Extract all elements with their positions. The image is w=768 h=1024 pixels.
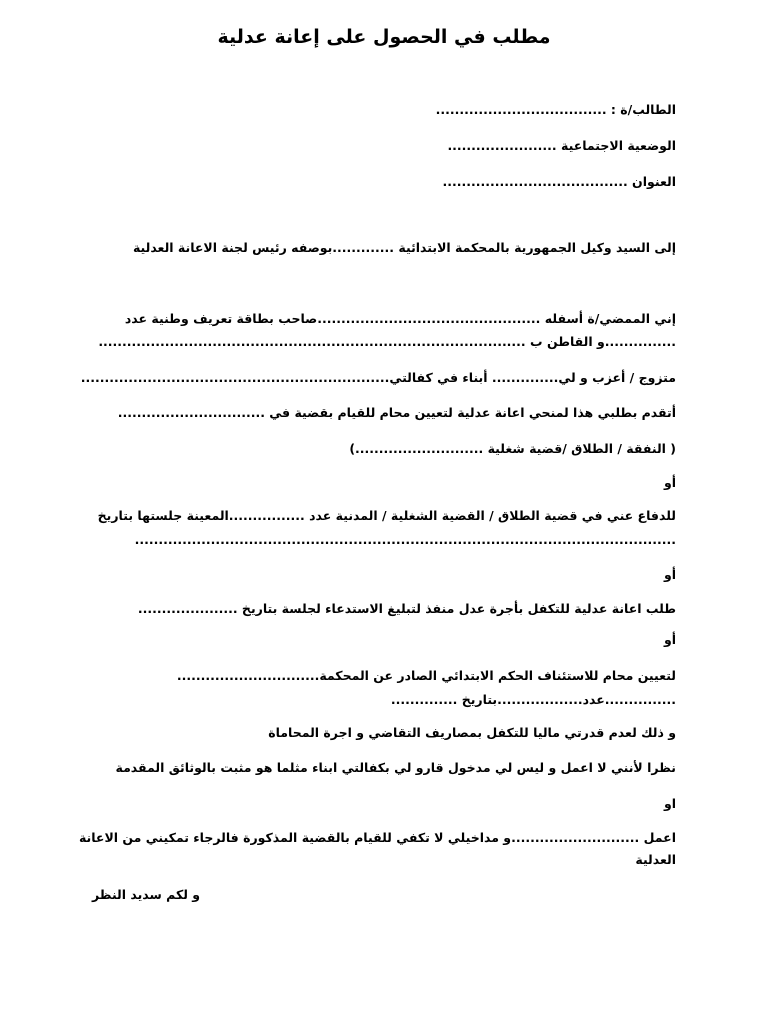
or-separator-2: أو xyxy=(663,567,676,582)
no-income-line: نظرا لأنني لا اعمل و ليس لي مدخول قارو لي بكفالتي ابناء مثلما هو مثبت بالوثائق المقدمة xyxy=(115,760,676,775)
address-line: العنوان ....................................... xyxy=(442,174,676,189)
applicant-line: الطالب/ة : .................................... xyxy=(435,102,676,117)
appeal-line-2: ...............عدد..................بتاريخ .............. xyxy=(390,692,676,707)
bailiff-line: طلب اعانة عدلية للتكفل بأجرة عدل منفذ لتبليغ الاستدعاء لجلسة بتاريخ ..................... xyxy=(137,601,676,616)
social-status-line: الوضعية الاجتماعية ....................... xyxy=(447,138,676,153)
document-title: مطلب في الحصول على إعانة عدلية xyxy=(217,26,551,48)
signatory-line-2: ...............و القاطن ب .......................................................................................... xyxy=(98,334,676,349)
inability-line: و ذلك لعدم قدرتي ماليا للتكفل بمصاريف التقاضي و اجرة المحاماة xyxy=(268,725,676,740)
case-types-line: ( النفقة / الطلاق /قضية شغلية ...........................) xyxy=(349,441,676,456)
request-line: أتقدم بطلبي هذا لمنحي اعانة عدلية لتعيين محام للقيام بقضية في ............................... xyxy=(117,405,676,420)
or-separator-1: أو xyxy=(663,475,676,490)
appeal-line-1: لتعيين محام للاستئناف الحكم الابتدائي الصادر عن المحكمة.............................. xyxy=(176,668,676,683)
defense-line-1: للدفاع عني في قضية الطلاق / القضية الشغلية / المدنية عدد ................المعينة جلستها بتاريخ xyxy=(97,508,676,523)
or-separator-4: او xyxy=(663,796,676,811)
closing-line: و لكم سديد النظر xyxy=(92,887,201,902)
or-separator-3: أو xyxy=(663,632,676,647)
signatory-line-1: إني الممضي/ة أسفله ...............................................صاحب بطاقة تعريف وطنية عدد xyxy=(124,311,676,326)
addressee-line: إلى السيد وكيل الجمهورية بالمحكمة الابتدائية .............بوصفه رئيس لجنة الاعانة العدلية xyxy=(132,240,676,255)
work-line-2: العدلية xyxy=(635,852,676,867)
work-line-1: اعمل ...........................و مداخيلي لا تكفي للقيام بالقضية المذكورة فالرجاء تمكيني من الاعانة xyxy=(78,830,676,845)
defense-line-2: .................................................................................................................. xyxy=(134,532,676,547)
marital-status-line: متزوج / أعزب و لي.............. أبناء في كفالتي................................................................. xyxy=(80,370,676,385)
